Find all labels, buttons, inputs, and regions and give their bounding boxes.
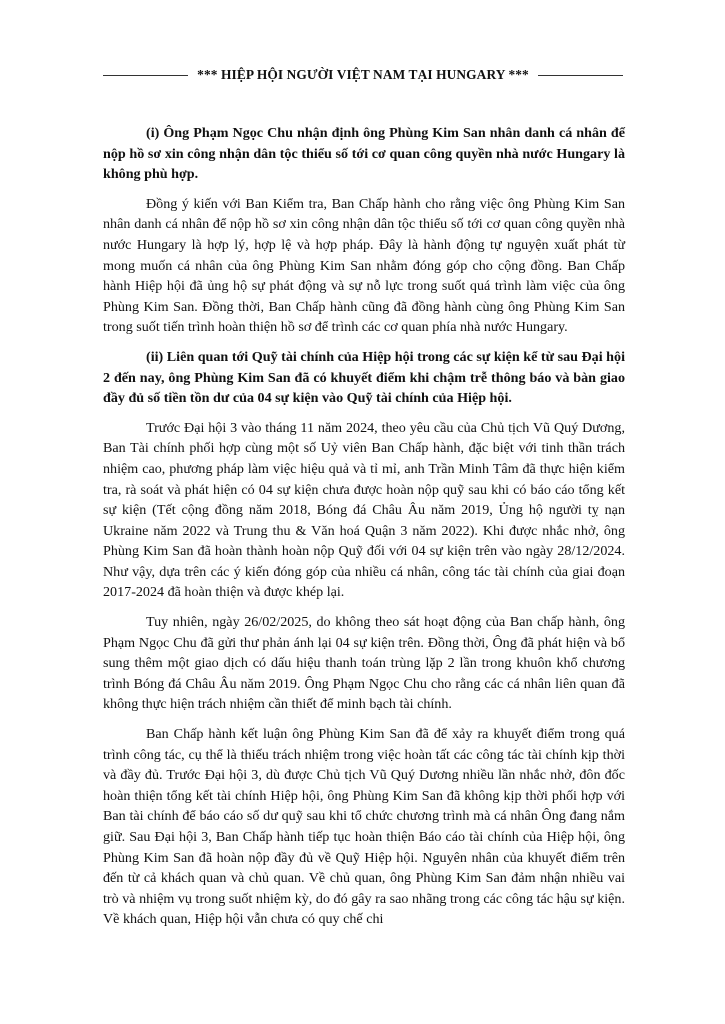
paragraph-however: Tuy nhiên, ngày 26/02/2025, do không theo sát hoạt động của Ban chấp hành, ông Phạm Ngọc Chu đã gửi thư phản ánh lại 04 sự kiện trên. Đồng thời, Ông đã phát hiện và bổ sung thêm một giao dịch có dấu hiệu thanh toán trùng lặp 2 lần trong khuôn khổ chương trình Bóng đá Châu Âu năm 2019. Ông Phạm Ngọc Chu cho rằng các cá nhân liên quan đã không thực hiện trách nhiệm cần thiết để minh bạch tài chính. (103, 614, 625, 713)
document-body (103, 123, 625, 939)
section-heading-i: (i) Ông Phạm Ngọc Chu nhận định ông Phùng Kim San nhân danh cá nhân để nộp hồ sơ xin công nhận dân tộc thiểu số tới cơ quan công quyền nhà nước Hungary là không phù hợp. (103, 125, 625, 183)
paragraph-before-congress: Trước Đại hội 3 vào tháng 11 năm 2024, theo yêu cầu của Chủ tịch Vũ Quý Dương, Ban Tài chính phối hợp cùng một số Uỷ viên Ban Chấp hành, đặc biệt với tinh thần trách nhiệm cao, phương pháp làm việc hiệu quả và tỉ mỉ, anh Trần Minh Tâm đã thực hiện kiểm tra, rà soát và phát hiện có 04 sự kiện chưa được hoàn nộp quỹ sau khi có báo cáo tổng kết sự kiện (Tết cộng đồng năm 2018, Bóng đá Châu Âu năm 2019, Ủng hộ người tỵ nạn Ukraine năm 2022 và Trung thu & Văn hoá Quận 3 năm 2022). Khi được nhắc nhở, ông Phùng Kim San đã hoàn thành hoàn nộp Quỹ đối với 04 sự kiện trên vào ngày 28/12/2024. Như vậy, dựa trên các ý kiến đóng góp của nhiều cá nhân, công tác tài chính của giai đoạn 2017-2024 đã hoàn thiện và được khép lại. (103, 419, 625, 601)
header-title: *** HIỆP HỘI NGƯỜI VIỆT NAM TẠI HUNGARY *** (197, 66, 529, 82)
header-rule-left (103, 75, 188, 76)
paragraph-conclusion: Ban Chấp hành kết luận ông Phùng Kim San đã để xảy ra khuyết điểm trong quá trình công tác, cụ thể là thiếu trách nhiệm trong việc hoàn tất các công tác tài chính kịp thời và đầy đủ. Trước Đại hội 3, dù được Chủ tịch Vũ Quý Dương nhiều lần nhắc nhở, đôn đốc hoàn thiện tổng kết tài chính Hiệp hội, ông Phùng Kim San đã không kịp thời phối hợp với Ban tài chính để báo cáo số dư quỹ sau khi tổ chức chương trình mà cá nhân Ông đang nắm giữ. Sau Đại hội 3, Ban Chấp hành tiếp tục hoàn thiện Báo cáo tài chính của Hiệp hội, ông Phùng Kim San đã hoàn nộp đầy đủ về Quỹ Hiệp hội. Nguyên nhân của khuyết điểm trên đến từ cả khách quan và chủ quan. Về chủ quan, ông Phùng Kim San đảm nhận nhiều vai trò và nhiệm vụ trong suốt nhiệm kỳ, do đó gây ra sao nhãng trong các công tác hậu sự kiện. Về khách quan, Hiệp hội vẫn chưa có quy chế chi (103, 726, 625, 928)
page-header (103, 65, 623, 85)
header-rule-right (538, 75, 623, 76)
paragraph-agreement: Đồng ý kiến với Ban Kiểm tra, Ban Chấp hành cho rằng việc ông Phùng Kim San nhân danh cá nhân để nộp hồ sơ xin công nhận dân tộc thiểu số tới cơ quan công quyền nhà nước Hungary là hợp lý, hợp lệ và hợp pháp. Đây là hành động tự nguyện xuất phát từ mong muốn cá nhân của ông Phùng Kim San nhằm đóng góp cho cộng đồng. Ban Chấp hành Hiệp hội đã ủng hộ sự phát động và sự nỗ lực trong suốt quá trình làm việc của ông Phùng Kim San. Đồng thời, Ban Chấp hành cũng đã đồng hành cùng ông Phùng Kim San trong suốt tiến trình hoàn thiện hồ sơ để trình các cơ quan phía nhà nước Hungary. (103, 195, 625, 336)
section-heading-ii: (ii) Liên quan tới Quỹ tài chính của Hiệp hội trong các sự kiện kể từ sau Đại hội 2 đến nay, ông Phùng Kim San đã có khuyết điểm khi chậm trễ thông báo và bàn giao đầy đủ số tiền tồn dư của 04 sự kiện vào Quỹ tài chính của Hiệp hội. (103, 348, 625, 407)
